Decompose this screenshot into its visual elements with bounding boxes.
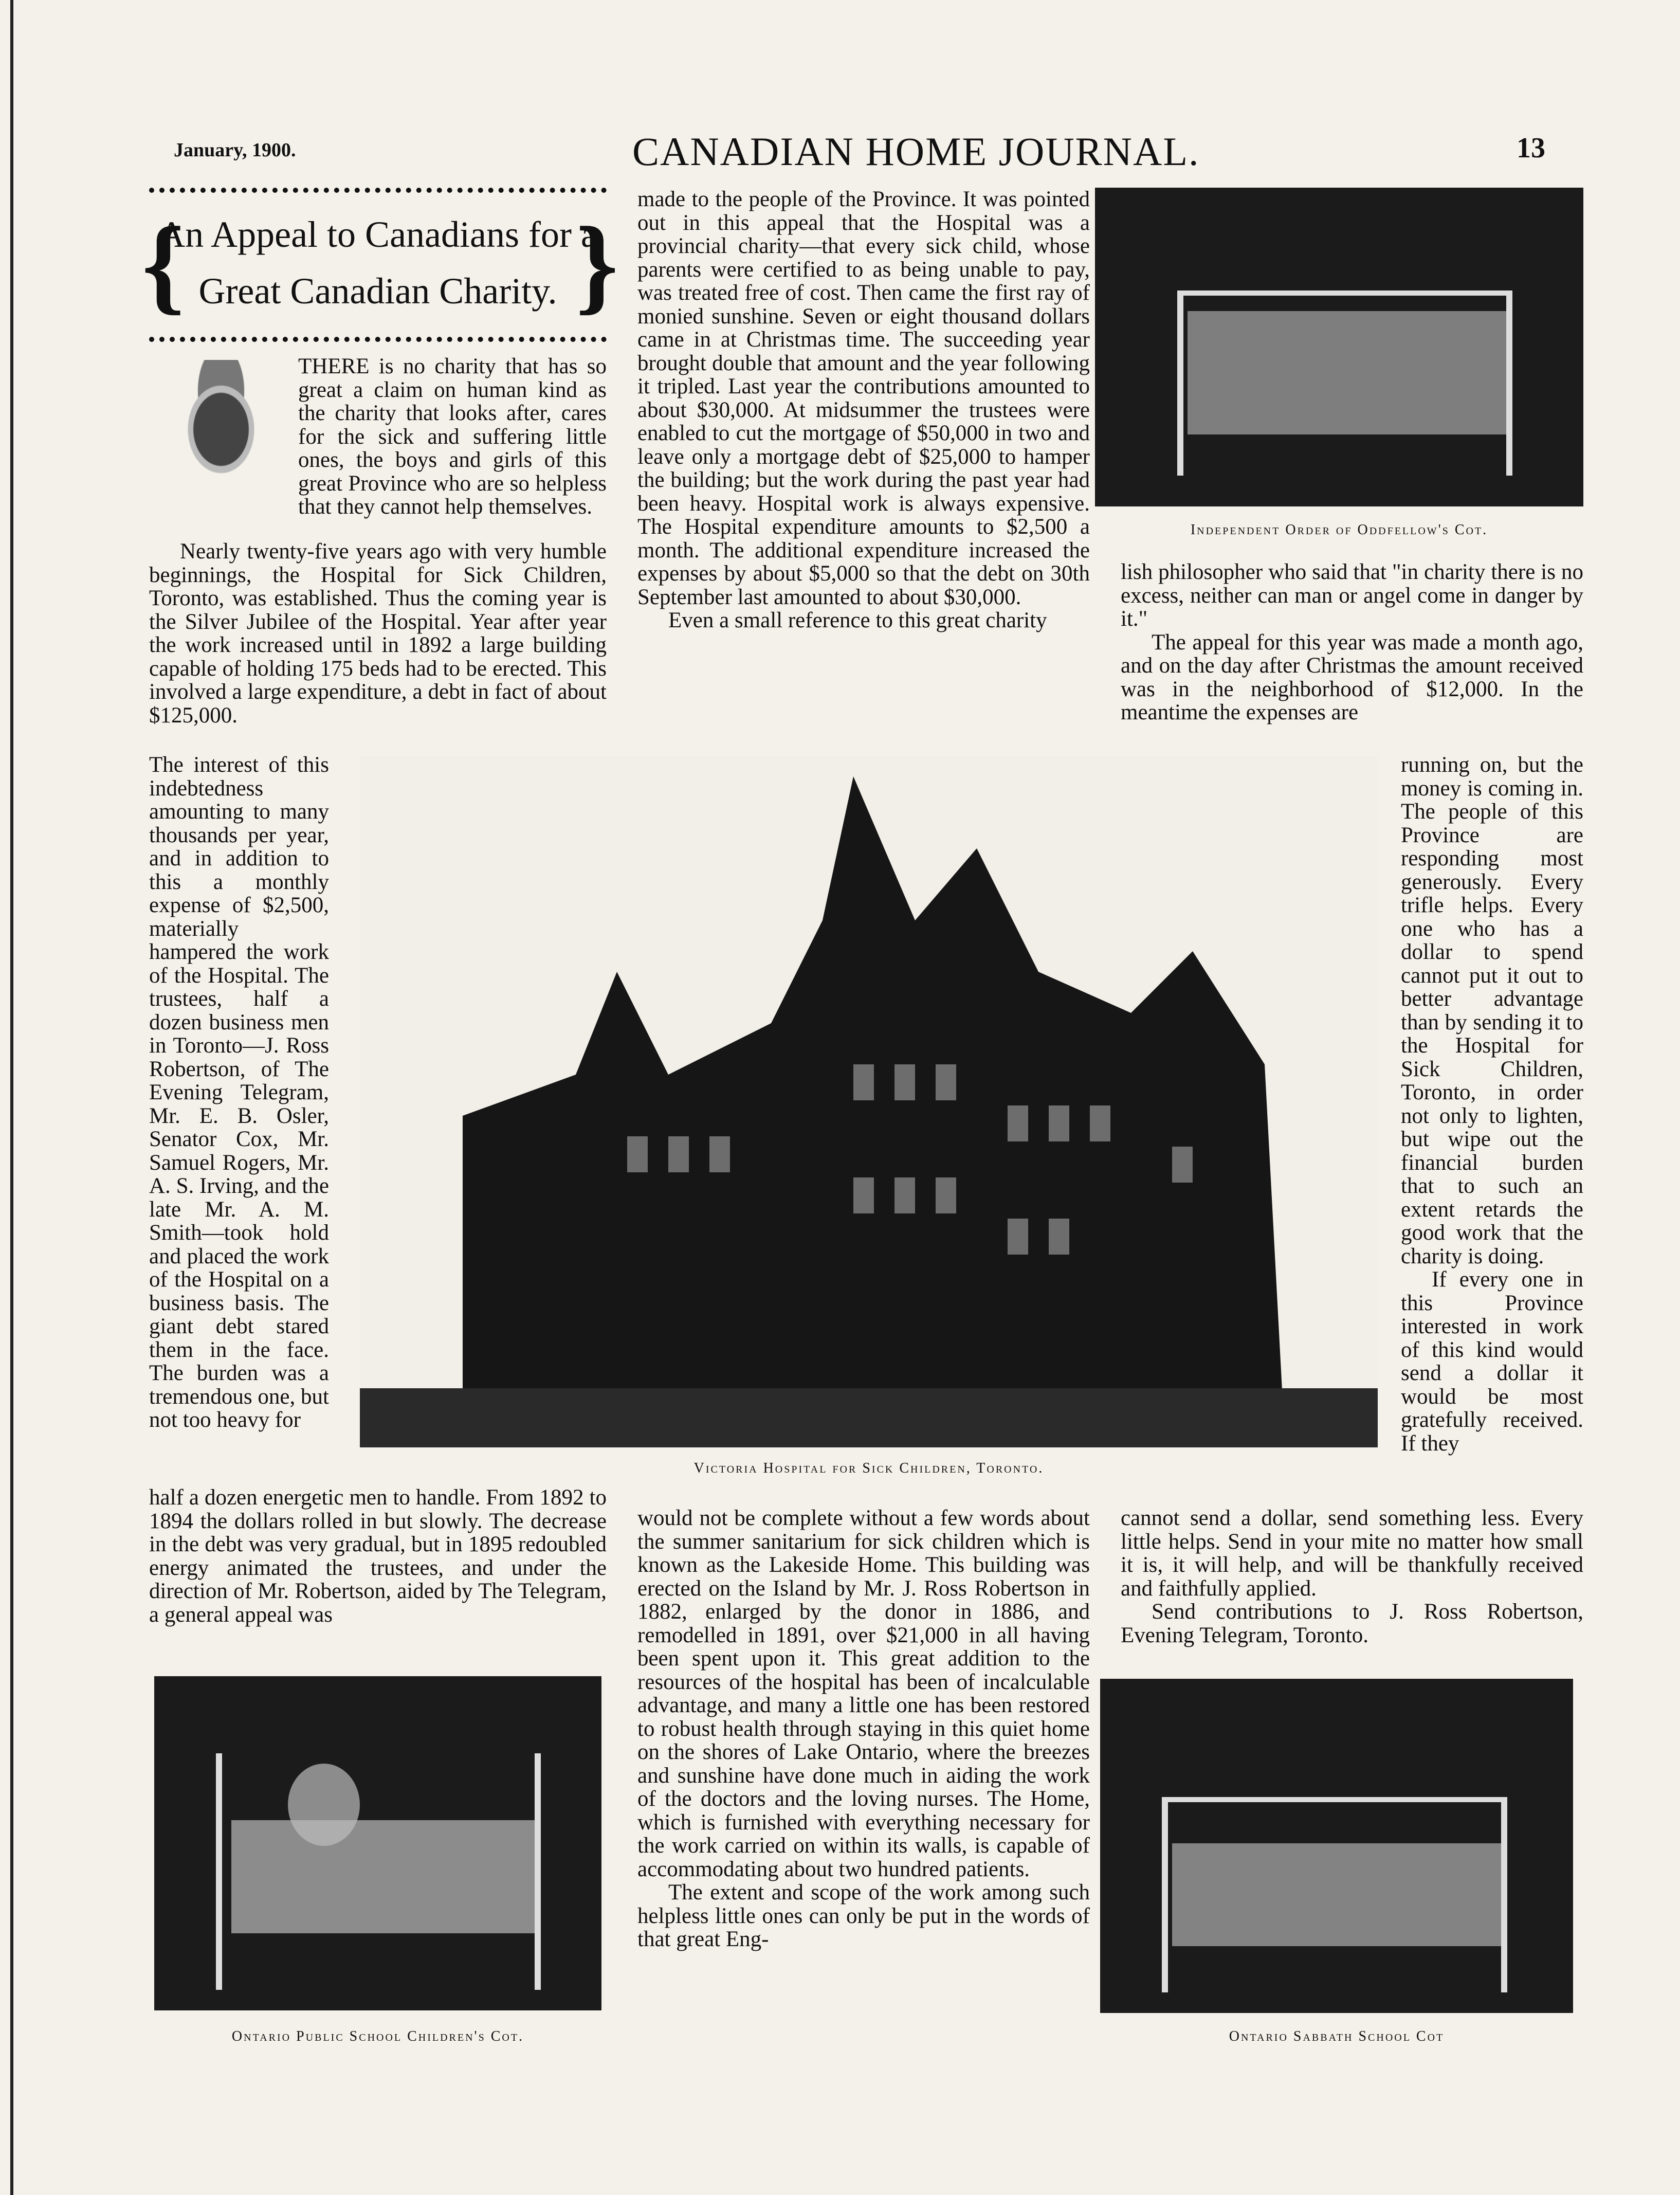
column1-narrow-text: The interest of this indebtedness amounting to many thousands per year, and in addition to this a monthly expense of $2,500, materially hampered the work of the Hospital. The trustees, half a dozen business men in Toronto—J. Ross Robertson, of The Evening Telegram, Mr. E. B. Osler, Senator Cox, Mr. Samuel Rogers, Mr. A. S. Irving, and the late Mr. A. M. Smith—took hold and placed the work of the Hospital on a business basis. The giant debt stared them in the face. The burden was a tremendous one, but not too heavy for [149, 753, 329, 1432]
issue-date: January, 1900. [174, 139, 296, 161]
sabbath-school-photo-caption: Ontario Sabbath School Cot [1229, 2028, 1445, 2044]
column2-top-text: made to the people of the Province. It was pointed out in this appeal that the Hospital was a provincial charity—that every sick child, whose parents were certified to as being unable to pay, was treated free of cost. Then came the first ray of monied sunshine. Seven or eight thousand dollars came in at Christmas time. The succeeding year brought double that amount and the year following it tripled. Last year the contributions amounted to about $30,000. At midsummer the trustees were enabled to cut the mortgage of $50,000 in two and leave only a mortgage debt of $25,000 to hamper the building; but the work during the past year had been heavy. Hospital work is always expensive. The Hospital expenditure amounts to $2,500 a month. The additional expenditure increased the expenses by about $5,000 so that the debt on 30th September last amounted to about $30,000. Even a small reference to this great charity [637, 187, 1090, 632]
column1-bottom-text: half a dozen energetic men to handle. From 1892 to 1894 the dollars rolled in but slowly. The decrease in the debt was very gradual, but in 1895 redoubled energy animated the trustees, and under the direction of Mr. Robertson, aided by The Telegram, a general appeal was [149, 1485, 607, 1627]
public-school-photo-caption: Ontario Public School Children's Cot. [231, 2028, 524, 2044]
column3-bottom-text: cannot send a dollar, send something less. Every little helps. Send in your mite no matter how small it is, it will help, and will be thankfully received and faithfully applied. Send contributions to J. Ross Robertson, Evening Telegram, Toronto. [1121, 1506, 1583, 1647]
column1-paragraph: Nearly twenty-five years ago with very humble beginnings, the Hospital for Sick Children, Toronto, was established. Thus the coming year is the Silver Jubilee of the Hospital. Year after year the work increased until in 1892 a large building capable of holding 175 beds had to be erected. This involved a large expenditure, a debt in fact of about $125,000. [149, 539, 607, 728]
article-title-box [142, 188, 618, 342]
journal-title: CANADIAN HOME JOURNAL. [632, 129, 1200, 174]
public-school-cot-photo [154, 1676, 601, 2010]
article-title-line1: An Appeal to Canadians for a [158, 214, 597, 255]
sabbath-school-cot-photo [1100, 1679, 1573, 2013]
article-title-line2: Great Canadian Charity. [198, 270, 557, 312]
column3-top-text: lish philosopher who said that "in charity there is no excess, neither can man or angel come in danger by it." The appeal for this year was made a month ago, and on the day after Christmas the amount received was in the neighborhood of $12,000. In the meantime the expenses are [1121, 560, 1583, 724]
page-edge-line [10, 0, 13, 2195]
right-brace-ornament: } [576, 205, 618, 324]
left-brace-ornament: { [142, 205, 185, 324]
hospital-building-photo [360, 756, 1378, 1447]
oddfellows-photo-caption: Independent Order of Oddfellow's Cot. [1190, 522, 1488, 538]
nurse-portrait-image [157, 360, 285, 514]
page-header [0, 129, 1680, 175]
column2-bottom-text: would not be complete without a few words about the summer sanitarium for sick children which is known as the Lakeside Home. This building was erected on the Island by Mr. J. Ross Robertson in 1882, enlarged by the donor in 1886, and remodelled in 1891, over $21,000 in all having been spent upon it. This great addition to the resources of the hospital has been of incalculable advantage, and many a little one has been restored to robust health through staying in this quiet home on the shores of Lake Ontario, where the breezes and sunshine have done much in aiding the work of the doctors and the loving nurses. The Home, which is furnished with everything necessary for the work carried on within its walls, is capable of accommodating about two hundred patients. The extent and scope of the work among such helpless little ones can only be put in the words of that great Eng- [637, 1506, 1090, 1951]
oddfellows-cot-photo [1095, 188, 1583, 506]
intro-paragraph: THERE is no charity that has so great a claim on human kind as the charity that looks after, cares for the sick and suffering little ones, the boys and girls of this great Province who are so helpless that they cannot help themselves. [298, 354, 607, 519]
hospital-photo-caption: Victoria Hospital for Sick Children, Toronto. [693, 1460, 1044, 1476]
page-number: 13 [1517, 132, 1545, 164]
column3-narrow-text: running on, but the money is coming in. The people of this Province are responding most generously. Every trifle helps. Every one who has a dollar to spend cannot put it out to better advantage than by sending it to the Hospital for Sick Children, Toronto, in order not only to lighten, but wipe out the financial burden that to such an extent retards the good work that the charity is doing. If every one in this Province interested in work of this kind would send a dollar it would be most gratefully received. If they [1401, 753, 1583, 1456]
